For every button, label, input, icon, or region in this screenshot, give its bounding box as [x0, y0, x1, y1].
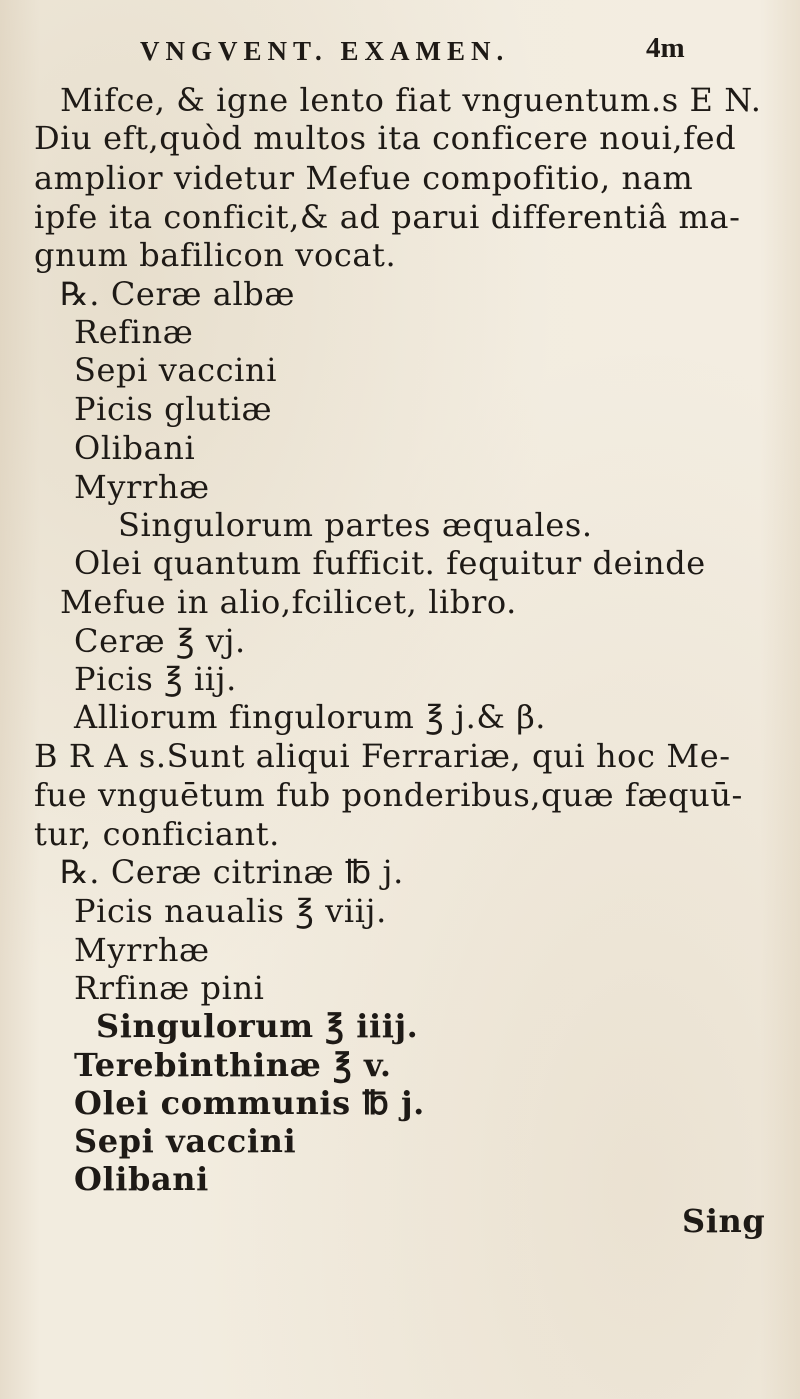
- ingredient-line: Sepi vaccini: [74, 351, 278, 389]
- text-line: gnum bafilicon vocat.: [34, 236, 397, 274]
- ingredient-line: Refinæ: [74, 313, 194, 351]
- folio-number: 4m: [646, 32, 685, 64]
- text-line: ipfe ita conficit,& ad parui differentiâ ma-: [34, 198, 741, 236]
- catchword: Sing: [682, 1202, 766, 1240]
- text-line: Olei quantum fufficit. fequitur deinde: [74, 544, 706, 582]
- ingredient-line: Picis ℥ iij.: [74, 660, 237, 698]
- text-line: B R A s.Sunt aliqui Ferrariæ, qui hoc Me-: [34, 737, 731, 775]
- ingredient-line: Ceræ ℥ vj.: [74, 622, 246, 660]
- ingredient-line: Alliorum fingulorum ℥ j.& β.: [74, 698, 547, 736]
- quantity-line: Singulorum ℥ iiij.: [96, 1007, 419, 1045]
- ingredient-line: Olei communis ℔ j.: [74, 1084, 425, 1122]
- quantity-line: Singulorum partes æquales.: [118, 506, 593, 544]
- ingredient-line: Olibani: [74, 1160, 209, 1198]
- ingredient-line: Picis naualis ℥ viij.: [74, 892, 387, 930]
- text-line: Mifce, & igne lento fiat vnguentum.s E N.: [60, 81, 762, 119]
- text-line: tur, conficiant.: [34, 815, 280, 853]
- text-line: Diu eft,quòd multos ita conficere noui,fed: [34, 119, 737, 157]
- ingredient-line: Sepi vaccini: [74, 1122, 297, 1160]
- ingredient-line: Rrfinæ pini: [74, 969, 265, 1007]
- running-title: VNGVENT. EXAMEN.: [140, 36, 510, 66]
- text-line: Mefue in alio,fcilicet, libro.: [60, 583, 517, 621]
- recipe-line: ℞. Ceræ citrinæ ℔ j.: [60, 853, 404, 891]
- ingredient-line: Myrrhæ: [74, 468, 210, 506]
- paper-texture: [739, 1188, 740, 1189]
- ingredient-line: Terebinthinæ ℥ v.: [74, 1046, 392, 1084]
- text-line: amplior videtur Mefue compofitio, nam: [34, 159, 694, 197]
- ingredient-line: Picis glutiæ: [74, 390, 273, 428]
- text-line: fue vnguētum fub ponderibus,quæ fæquū-: [34, 776, 743, 814]
- recipe-line: ℞. Ceræ albæ: [60, 275, 296, 313]
- ingredient-line: Olibani: [74, 429, 196, 467]
- ingredient-line: Myrrhæ: [74, 931, 210, 969]
